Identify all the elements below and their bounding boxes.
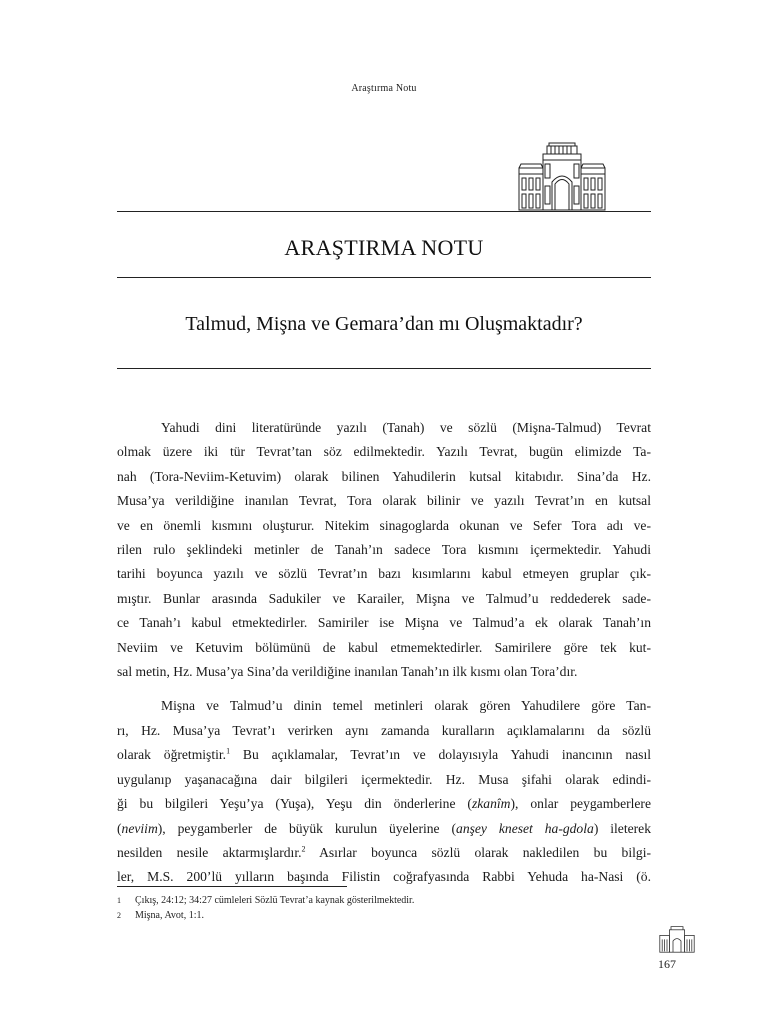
footnote-text: Mişna, Avot, 1:1.: [135, 910, 204, 921]
paragraph-line: Musa’ya verildiğine inanılan Tevrat, Tora olarak bilinir ve yazılı Tevrat’ın en kutsal: [117, 493, 651, 509]
building-facade-icon: [517, 142, 607, 212]
article-subtitle: Talmud, Mişna ve Gemara’dan mı Oluşmaktadır?: [185, 313, 583, 335]
italic-term: anşey kneset ha-gdola: [456, 820, 594, 836]
paragraph-2: [117, 694, 651, 889]
footnote-number: 2: [117, 911, 121, 920]
footnote-ref-1[interactable]: 1: [226, 746, 231, 756]
paragraph-1: [117, 416, 651, 684]
text-segment: ), peygamberler de büyük kurulun üyelerine (: [157, 820, 457, 836]
text-segment: olarak öğretmiştir.: [117, 747, 227, 763]
running-header: Araştırma Notu: [351, 83, 417, 94]
paragraph-line: [117, 817, 651, 841]
footnote-1: [117, 893, 651, 908]
paragraph-line: Yahudi dini literatüründe yazılı (Tanah) ve sözlü (Mişna-Talmud) Tevrat: [161, 420, 651, 435]
paragraph-line: ler, M.S. 200’lü yılların başında Filistin coğrafyasında Rabbi Yehuda ha-Nasi (ö.: [117, 869, 651, 885]
paragraph-line: rilen rulo şeklindeki metinler de Tanah’ın sadece Tora kısmını içermektedir. Yahudi: [117, 542, 651, 558]
paragraph-line: rı, Hz. Musa’ya Tevrat’ı verirken aynı zamanda kuralların açıklamalarını da sözlü: [117, 722, 651, 738]
footnote-ref-2[interactable]: 2: [301, 844, 306, 854]
footnote-number: 1: [117, 896, 121, 905]
paragraph-line: ve en önemli kısmını oluşturur. Nitekim sinagoglarda okunan ve Sefer Tora adı ve-: [117, 517, 651, 533]
header-rule: [117, 211, 651, 212]
text-segment: nesilden nesile aktarmışlardır.: [117, 844, 302, 860]
footnote-text: Çıkış, 24:12; 34:27 cümleleri Sözlü Tevrat’a kaynak gösterilmektedir.: [135, 895, 415, 906]
footnote-2: [117, 908, 651, 923]
paragraph-line: ce Tanah’ı kabul etmektedirler. Samiriler ise Mişna ve Talmud’a ek olarak Tanah’ın: [117, 615, 651, 631]
paragraph-line: [117, 743, 651, 767]
paragraph-line: mıştır. Bunlar arasında Sadukiler ve Karailer, Mişna ve Talmud’u reddederek sade-: [117, 590, 651, 606]
paragraph-line: Mişna ve Talmud’u dinin temel metinleri olarak gören Yahudilere göre Tan-: [161, 698, 651, 714]
building-facade-icon: [657, 925, 697, 953]
paragraph-line: uygulanıp yaşanacağına dair bilgileri içermektedir. Hz. Musa şifahi olarak edindi-: [117, 771, 651, 787]
page-number: 167: [658, 957, 676, 971]
text-segment: ği bu bilgileri Yeşu’ya (Yuşa), Yeşu din önderlerine (: [117, 796, 472, 812]
footnotes: [117, 893, 651, 923]
paragraph-line: nah (Tora-Neviim-Ketuvim) olarak bilinen Yahudilerin kutsal kitabıdır. Sina’da Hz.: [117, 468, 651, 484]
paragraph-line: [117, 792, 651, 816]
paragraph-line: sal metin, Hz. Musa’ya Sina’da verildiğine inanılan Tanah’ın ilk kısmı olan Tora’dır.: [117, 664, 578, 680]
subtitle-rule: [117, 368, 651, 369]
italic-term: zkanîm: [471, 796, 511, 812]
title-rule: [117, 277, 651, 278]
text-segment: ) ileterek: [593, 820, 651, 836]
article-title: ARAŞTIRMA NOTU: [284, 235, 484, 260]
paragraph-line: olmak üzere iki tür Tevrat’tan söz edilmektedir. Yazılı Tevrat, bugün elimizde Ta-: [117, 444, 651, 460]
paragraph-line: Neviim ve Ketuvim bölümünü de kabul etmemektedirler. Samirilere göre tek kut-: [117, 639, 651, 655]
italic-term: neviim: [121, 820, 158, 836]
article-body: [117, 416, 651, 890]
footnote-rule: [117, 886, 347, 887]
text-segment: ), onlar peygamberlere: [510, 796, 651, 812]
text-segment: Asırlar boyunca sözlü olarak nakledilen bu bilgi-: [305, 844, 651, 860]
text-segment: Bu açıklamalar, Tevrat’ın ve dolayısıyla Yahudi inancının nasıl: [230, 747, 651, 763]
text-segment: (: [117, 820, 122, 836]
paragraph-line: tarihi boyunca yazılı ve sözlü Tevrat’ın bazı kısımlarını kabul etmeyen gruplar çık-: [117, 566, 651, 582]
paragraph-line: [117, 841, 651, 865]
